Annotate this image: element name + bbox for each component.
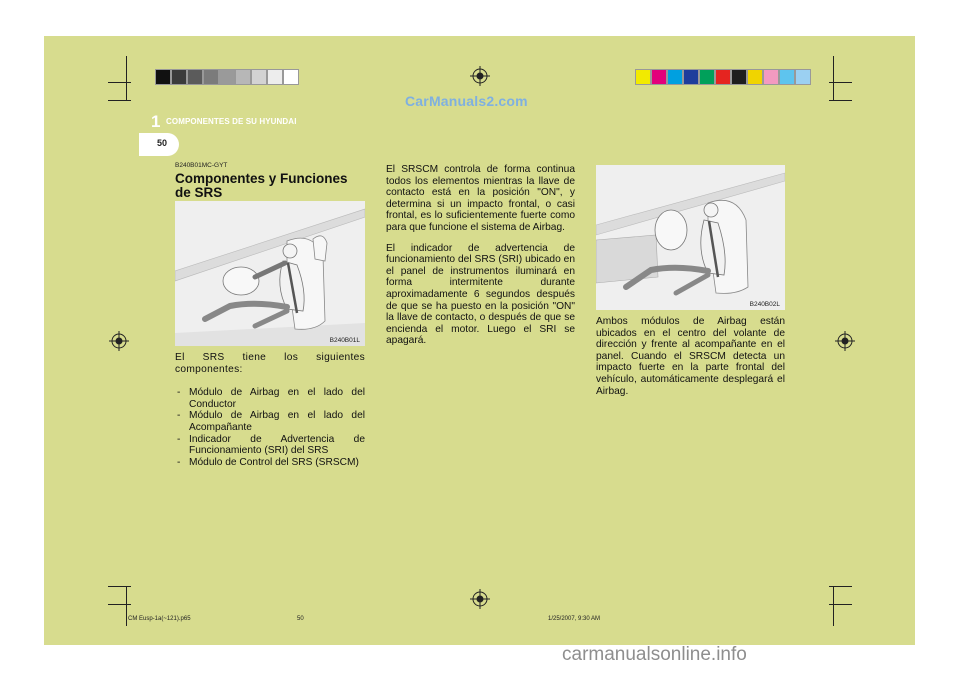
color-swatch <box>732 70 746 84</box>
paragraph-sri: El indicador de advertencia de funcionamiento del SRS (SRI) ubicado en el panel de instrumentos iluminará en forma intermitente durante aproximadamente 6 segundos después de que se ha puesto en la posición "ON" la llave de contacto, o después de que se encienda el motor. Luego el SRI se apagará. <box>386 242 575 347</box>
color-swatch <box>636 70 650 84</box>
crop-mark <box>126 56 127 100</box>
list-item-text: Indicador de Advertencia de Funcionamiento (SRI) del SRS <box>189 433 365 457</box>
crop-mark <box>108 586 131 587</box>
color-swatch <box>236 70 250 84</box>
crop-mark <box>829 100 852 101</box>
middle-column <box>386 164 575 347</box>
color-swatch <box>284 70 298 84</box>
watermark-bottom: carmanualsonline.info <box>562 644 747 665</box>
list-item: - Indicador de Advertencia de Funcionamiento (SRI) del SRS <box>177 433 365 457</box>
intro-paragraph: El SRS tiene los siguientes componentes: <box>175 352 365 375</box>
airbag-passenger-figure <box>596 165 785 310</box>
airbag-driver-figure <box>175 201 365 346</box>
color-swatch <box>748 70 762 84</box>
crop-mark <box>829 604 852 605</box>
color-swatch <box>796 70 810 84</box>
chapter-title: COMPONENTES DE SU HYUNDAI <box>166 117 297 126</box>
color-swatch <box>668 70 682 84</box>
right-paragraph: Ambos módulos de Airbag están ubicados en el centro del volante de dirección y frente al acompañante en el panel. Cuando el SRSCM detecta un impacto fuerte en la parte frontal del vehículo, automáticamente desplegará el Airbag. <box>596 316 785 397</box>
registration-target-icon <box>835 331 855 351</box>
crop-mark <box>108 82 131 83</box>
watermark-top: CarManuals2.com <box>405 93 528 109</box>
figure-label: B240B01L <box>329 337 360 344</box>
list-item: - Módulo de Airbag en el lado del Conductor <box>177 387 365 410</box>
color-swatch <box>764 70 778 84</box>
crop-mark <box>829 82 852 83</box>
crop-mark <box>108 100 131 101</box>
list-item-text: Módulo de Airbag en el lado del Conductor <box>189 387 365 410</box>
color-swatch <box>172 70 186 84</box>
registration-target-icon <box>470 589 490 609</box>
color-swatch <box>780 70 794 84</box>
footer-file: CM Eusp-1a(~121).p65 <box>128 616 191 622</box>
figure-label: B240B02L <box>749 301 780 308</box>
color-swatch <box>220 70 234 84</box>
color-swatch <box>156 70 170 84</box>
color-swatch <box>204 70 218 84</box>
component-list <box>175 387 365 468</box>
driver-airbag-illustration <box>175 201 365 346</box>
crop-mark <box>126 586 127 626</box>
color-swatch <box>252 70 266 84</box>
list-item: - Módulo de Airbag en el lado del Acompañante <box>177 410 365 433</box>
color-swatch <box>684 70 698 84</box>
page-number: 50 <box>157 138 168 148</box>
crop-mark <box>108 604 131 605</box>
registration-target-icon <box>109 331 129 351</box>
section-title: Componentes y Funciones de SRS <box>175 171 348 200</box>
color-swatch <box>268 70 282 84</box>
passenger-airbag-illustration <box>596 165 785 310</box>
footer-date: 1/25/2007, 9:30 AM <box>548 616 601 622</box>
color-swatch <box>700 70 714 84</box>
color-swatch <box>652 70 666 84</box>
list-item-text: Módulo de Control del SRS (SRSCM) <box>189 456 359 468</box>
footer-page: 50 <box>297 616 304 622</box>
crop-mark <box>833 56 834 100</box>
section-code: B240B01MC-GYT <box>175 162 228 169</box>
paragraph-srscm: El SRSCM controla de forma continua todos los elementos mientras la llave de contacto está en la posición "ON", y determina si un impacto frontal, o casi frontal, es lo suficientemente fuerte como para que funcione el sistema de Airbag. <box>386 164 575 233</box>
list-item-text: Módulo de Airbag en el lado del Acompañante <box>189 410 365 433</box>
list-item: - Módulo de Control del SRS (SRSCM) <box>177 456 359 468</box>
color-swatch <box>716 70 730 84</box>
chapter-number: 1 <box>151 112 161 131</box>
intro-text <box>175 352 365 468</box>
color-swatch <box>188 70 202 84</box>
crop-mark <box>829 586 852 587</box>
crop-mark <box>833 586 834 626</box>
registration-target-icon <box>470 66 490 86</box>
